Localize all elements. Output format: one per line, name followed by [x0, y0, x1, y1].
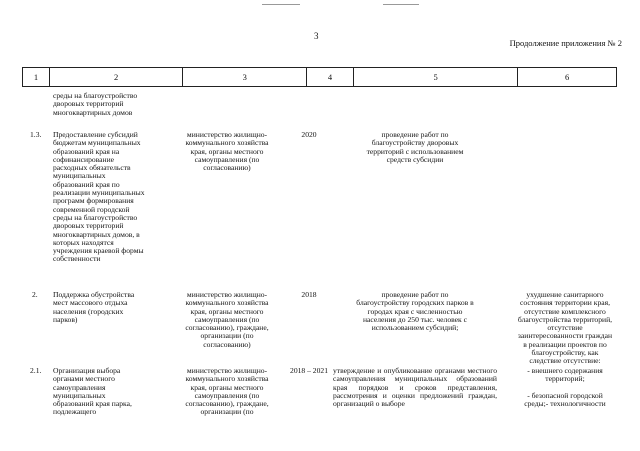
header-col-4: 4 [307, 68, 354, 86]
row-1-col-2: Предоставление субсидий бюджетам муниципальных образований края на софинансирование расходных обязательств муниципальных образований края по реализации муниципальных программ формирования современной городской среды на благоустройство дворовых территорий многоквартирных домов, в которых находятся учреждения краевой формы собственности [53, 130, 145, 264]
header-col-2: 2 [50, 68, 184, 86]
row-2-col-2: Поддержка обустройства мест массового отдыха населения (городских парков) [53, 290, 135, 324]
table-header-row [22, 67, 617, 87]
row-3-col-4: 2018 – 2021 [290, 366, 328, 375]
header-col-6: 6 [565, 72, 570, 82]
header-col-1: 1 [23, 68, 50, 86]
top-scan-mark-left [262, 0, 300, 5]
row-2-col-6: ухудшение санитарного состояния территории края, отсутствие комплексного благоустройства территорий, отсутствие заинтересованности граждан в реализации проектов по благоустройству, как следствие отсутствие: [517, 290, 613, 366]
row-1-col-3: министерство жилищно- коммунального хозяйства края, органы местного самоуправления (по согласованию) [185, 130, 269, 173]
row-0-col-2: среды на благоустройство дворовых территорий многоквартирных домов [53, 91, 138, 117]
header-col-3: 3 [183, 68, 307, 86]
row-3-col-2: Организация выбора органами местного самоуправления муниципальных образований края парка, подлежащего [53, 366, 132, 417]
row-1-col-4: 2020 [301, 130, 317, 139]
top-scan-mark-right [383, 0, 419, 5]
header-col-5: 5 [354, 68, 518, 86]
row-3-col-5: утверждение и опубликование органами местного самоуправления муниципальных образований края порядков и сроков представления, рассмотрения и оценки предложений граждан, организаций о выборе [333, 366, 497, 409]
appendix-continuation-label: Продолжение приложения № 2 [509, 38, 622, 48]
row-3-number: 2.1. [30, 366, 42, 375]
row-2-col-3: министерство жилищно- коммунального хозяйства края, органы местного самоуправления (по согласованию), граждане, организации (по согласованию) [185, 290, 269, 349]
row-2-col-4: 2018 [301, 290, 317, 299]
page-number: 3 [314, 31, 319, 41]
row-2-number: 2. [32, 290, 38, 299]
row-3-col-6: - внешнего содержания территорий; - безопасной городской среды;- технологичности [524, 366, 606, 409]
row-3-col-3: министерство жилищно- коммунального хозяйства края, органы местного самоуправления (по согласованию), граждане, организации (по [185, 366, 269, 417]
row-1-col-5: проведение работ по благоустройству дворовых территорий с использованием средств субсидии [366, 130, 464, 164]
row-2-col-5: проведение работ по благоустройству городских парков в городах края с численностью населения до 250 тыс. человек с использованием субсидий; [356, 290, 474, 333]
row-1-number: 1.3. [30, 130, 42, 139]
